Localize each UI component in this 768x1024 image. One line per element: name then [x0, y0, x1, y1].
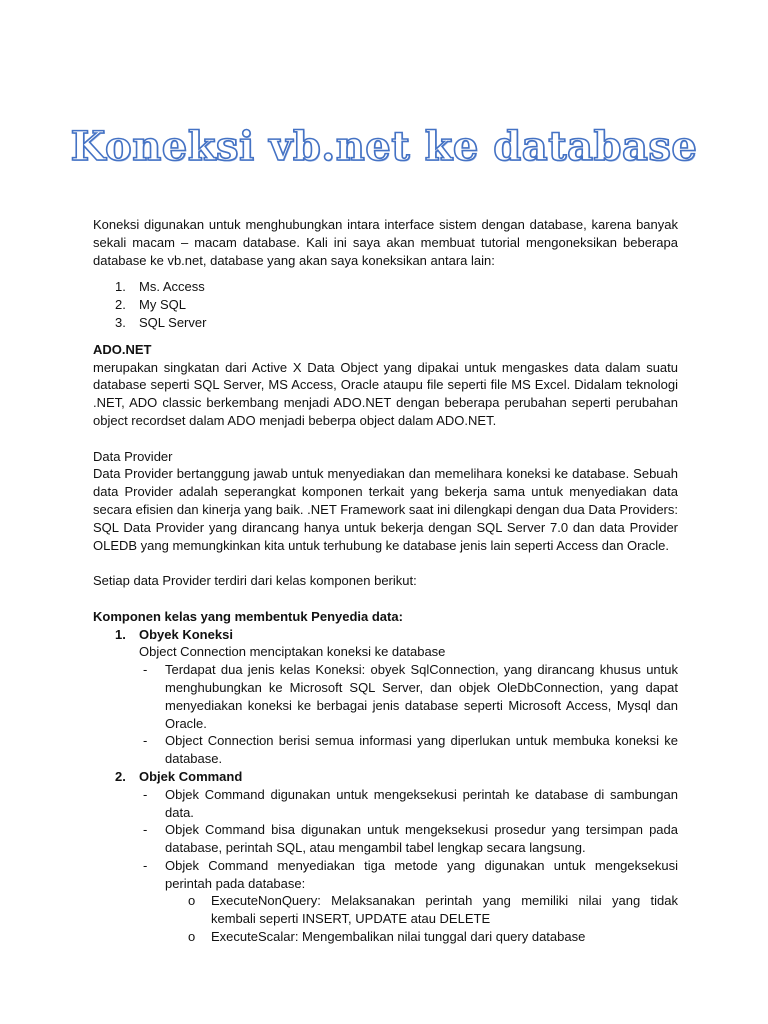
- database-list: [93, 278, 678, 331]
- component-subtitle: Object Connection menciptakan koneksi ke database: [139, 644, 446, 660]
- components-heading: Komponen kelas yang membentuk Penyedia data:: [93, 608, 403, 624]
- components-list: [93, 626, 678, 946]
- list-item: 1. Ms. Access: [115, 279, 205, 295]
- components-intro: Setiap data Provider terdiri dari kelas komponen berikut:: [93, 573, 417, 589]
- intro-paragraph: Koneksi digunakan untuk menghubungkan intara interface sistem dengan database, karena banyak sekali macam – macam database. Kali ini saya akan membuat tutorial mengoneksikan beberapa database ke vb.net, database yang akan saya koneksikan antara lain:: [93, 217, 678, 268]
- data-provider-heading: Data Provider: [93, 448, 173, 464]
- component-title: Objek Command: [139, 768, 243, 784]
- list-item: - Terdapat dua jenis kelas Koneksi: obyek SqlConnection, yang dirancang khusus untuk menghubungkan ke Microsoft SQL Server, dan objek OleDbConnection, yang dapat menyediakan koneksi ke berbagai jenis database seperti Microsoft Access, Mysql dan Oracle.: [143, 662, 678, 731]
- list-item: 3. SQL Server: [115, 314, 207, 330]
- list-item: - Objek Command bisa digunakan untuk mengeksekusi prosedur yang tersimpan pada database, perintah SQL, atau mengambil tabel lengkap secara langsung.: [143, 822, 678, 856]
- data-provider-paragraph: Data Provider bertanggung jawab untuk menyediakan dan memelihara koneksi ke database. Sebuah data Provider adalah seperangkat komponen terkait yang bekerja sama untuk menyediakan data secara efisien dan kinerja yang baik. .NET Framework saat ini dilengkapi dengan dua Data Providers: SQL Data Provider yang dirancang hanya untuk bekerja dengan SQL Server 7.0 dan data Provider OLEDB yang memungkinkan kita untuk terhubung ke database jenis lain seperti Access dan Oracle.: [93, 466, 678, 553]
- list-item: o ExecuteScalar: Mengembalikan nilai tunggal dari query database: [188, 929, 586, 945]
- method-list: [165, 892, 678, 945]
- adonet-heading: ADO.NET: [93, 341, 152, 357]
- component-title: Obyek Koneksi: [139, 626, 233, 642]
- document-body: [93, 216, 678, 946]
- list-item: - Objek Command menyediakan tiga metode yang digunakan untuk mengeksekusi perintah pada database: o ExecuteNonQuery: Melaksanakan perintah yang memiliki nilai yang tidak kembali seperti INSERT, UPDATE atau DELETE o ExecuteScalar: Mengembalikan nilai tunggal dari query database: [143, 857, 678, 945]
- list-item: o ExecuteNonQuery: Melaksanakan perintah yang memiliki nilai yang tidak kembali seperti INSERT, UPDATE atau DELETE: [188, 893, 678, 927]
- document-title: Koneksi vb.net ke database: [70, 122, 698, 170]
- bullet-list: [139, 661, 678, 768]
- component-item-command: 2. Objek Command - Objek Command digunakan untuk mengeksekusi perintah ke database di sambungan data. - Objek Command bisa digunakan untuk mengeksekusi prosedur yang tersimpan pada database, perintah SQL, atau mengambil tabel lengkap secara langsung. - Objek Command menyediakan tiga metode yang digunakan untuk mengeksekusi perintah pada database: o ExecuteNonQuery: Melaksanakan perintah yang memiliki nilai yang tidak kembali seperti INSERT, UPDATE atau DELETE o ExecuteScalar: Mengembalikan nilai tunggal dari query database: [115, 768, 678, 945]
- adonet-paragraph: merupakan singkatan dari Active X Data Object yang dipakai untuk mengaskes data dalam suatu database seperti SQL Server, MS Access, Oracle ataupu file seperti file MS Excel. Didalam teknologi .NET, ADO classic berkembang menjadi ADO.NET dengan beberapa perubahan seperti perubahan object recordset dalam ADO menjadi beberpa object dalam ADO.NET.: [93, 359, 678, 428]
- list-item: - Objek Command digunakan untuk mengeksekusi perintah ke database di sambungan data.: [143, 786, 678, 820]
- component-item-koneksi: 1. Obyek Koneksi Object Connection menciptakan koneksi ke database - Terdapat dua jenis kelas Koneksi: obyek SqlConnection, yang dirancang khusus untuk menghubungkan ke Microsoft SQL Server, dan objek OleDbConnection, yang dapat menyediakan koneksi ke berbagai jenis database seperti Microsoft Access, Mysql dan Oracle. - Object Connection berisi semua informasi yang diperlukan untuk membuka koneksi ke database.: [115, 626, 678, 767]
- list-item: 2. My SQL: [115, 297, 186, 313]
- list-item: - Object Connection berisi semua informasi yang diperlukan untuk membuka koneksi ke database.: [143, 733, 678, 767]
- bullet-list: [139, 786, 678, 946]
